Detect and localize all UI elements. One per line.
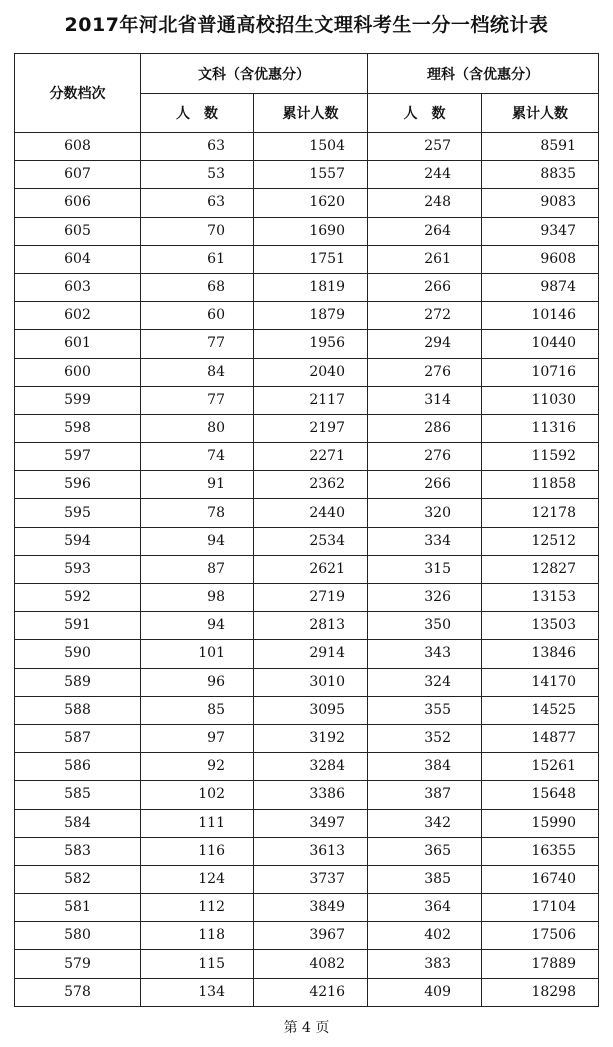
score-cell: 603 bbox=[15, 273, 141, 301]
wen-count-cell: 111 bbox=[141, 809, 254, 837]
li-count-cell: 276 bbox=[368, 358, 482, 386]
li-count-cell: 342 bbox=[368, 809, 482, 837]
score-cell: 582 bbox=[15, 865, 141, 893]
table-row bbox=[15, 133, 599, 161]
table-row bbox=[15, 386, 599, 414]
table-row bbox=[15, 414, 599, 442]
score-cell: 590 bbox=[15, 640, 141, 668]
header-row-top bbox=[15, 54, 599, 94]
wen-count-cell: 102 bbox=[141, 781, 254, 809]
score-cell: 601 bbox=[15, 330, 141, 358]
li-count-cell: 402 bbox=[368, 922, 482, 950]
wen-count-cell: 68 bbox=[141, 273, 254, 301]
table-row bbox=[15, 358, 599, 386]
wen-count-cell: 63 bbox=[141, 133, 254, 161]
wen-cumulative-cell: 3497 bbox=[254, 809, 368, 837]
li-count-cell: 264 bbox=[368, 217, 482, 245]
wen-count-cell: 63 bbox=[141, 189, 254, 217]
wen-cumulative-cell: 3284 bbox=[254, 753, 368, 781]
wen-count-cell: 115 bbox=[141, 950, 254, 978]
table-row bbox=[15, 640, 599, 668]
wen-count-cell: 77 bbox=[141, 330, 254, 358]
table-row bbox=[15, 189, 599, 217]
table-row bbox=[15, 696, 599, 724]
wen-cumulative-cell: 2197 bbox=[254, 414, 368, 442]
wen-count-cell: 97 bbox=[141, 724, 254, 752]
li-count-cell: 326 bbox=[368, 584, 482, 612]
score-cell: 595 bbox=[15, 499, 141, 527]
wen-count-cell: 94 bbox=[141, 527, 254, 555]
score-cell: 588 bbox=[15, 696, 141, 724]
score-cell: 591 bbox=[15, 612, 141, 640]
li-cumulative-cell: 9874 bbox=[482, 273, 599, 301]
li-count-cell: 248 bbox=[368, 189, 482, 217]
wen-cumulative-cell: 2271 bbox=[254, 443, 368, 471]
li-count-cell: 409 bbox=[368, 978, 482, 1006]
li-cumulative-cell: 14170 bbox=[482, 668, 599, 696]
li-cumulative-cell: 13846 bbox=[482, 640, 599, 668]
wen-cumulative-cell: 2621 bbox=[254, 555, 368, 583]
score-cell: 594 bbox=[15, 527, 141, 555]
table-row bbox=[15, 499, 599, 527]
li-cumulative-cell: 9347 bbox=[482, 217, 599, 245]
li-count-cell: 286 bbox=[368, 414, 482, 442]
li-count-cell: 385 bbox=[368, 865, 482, 893]
score-cell: 599 bbox=[15, 386, 141, 414]
score-cell: 596 bbox=[15, 471, 141, 499]
li-count-cell: 320 bbox=[368, 499, 482, 527]
wen-cumulative-cell: 2719 bbox=[254, 584, 368, 612]
li-cumulative-header: 累计人数 bbox=[482, 94, 599, 133]
table-row bbox=[15, 668, 599, 696]
wen-cumulative-cell: 2040 bbox=[254, 358, 368, 386]
li-count-cell: 261 bbox=[368, 245, 482, 273]
li-cumulative-cell: 14525 bbox=[482, 696, 599, 724]
score-cell: 605 bbox=[15, 217, 141, 245]
li-cumulative-cell: 11030 bbox=[482, 386, 599, 414]
li-count-cell: 352 bbox=[368, 724, 482, 752]
wen-count-cell: 118 bbox=[141, 922, 254, 950]
wen-count-cell: 134 bbox=[141, 978, 254, 1006]
li-count-cell: 257 bbox=[368, 133, 482, 161]
wen-cumulative-cell: 3095 bbox=[254, 696, 368, 724]
li-count-cell: 244 bbox=[368, 161, 482, 189]
score-cell: 600 bbox=[15, 358, 141, 386]
wen-count-cell: 53 bbox=[141, 161, 254, 189]
table-row bbox=[15, 865, 599, 893]
wen-count-cell: 116 bbox=[141, 837, 254, 865]
li-cumulative-cell: 9083 bbox=[482, 189, 599, 217]
wen-cumulative-cell: 1620 bbox=[254, 189, 368, 217]
wen-cumulative-header: 累计人数 bbox=[254, 94, 368, 133]
li-count-cell: 276 bbox=[368, 443, 482, 471]
table-row bbox=[15, 302, 599, 330]
li-count-cell: 266 bbox=[368, 471, 482, 499]
wen-cumulative-cell: 3737 bbox=[254, 865, 368, 893]
table-row bbox=[15, 443, 599, 471]
table-row bbox=[15, 555, 599, 583]
wen-cumulative-cell: 3386 bbox=[254, 781, 368, 809]
wen-count-cell: 98 bbox=[141, 584, 254, 612]
li-cumulative-cell: 8591 bbox=[482, 133, 599, 161]
table-row bbox=[15, 809, 599, 837]
wen-cumulative-cell: 2117 bbox=[254, 386, 368, 414]
li-cumulative-cell: 16355 bbox=[482, 837, 599, 865]
wen-count-header: 人 数 bbox=[141, 94, 254, 133]
wen-count-cell: 77 bbox=[141, 386, 254, 414]
score-cell: 607 bbox=[15, 161, 141, 189]
wen-count-cell: 91 bbox=[141, 471, 254, 499]
table-row bbox=[15, 273, 599, 301]
score-cell: 580 bbox=[15, 922, 141, 950]
score-cell: 597 bbox=[15, 443, 141, 471]
li-cumulative-cell: 17104 bbox=[482, 894, 599, 922]
li-count-header: 人 数 bbox=[368, 94, 482, 133]
li-cumulative-cell: 15648 bbox=[482, 781, 599, 809]
score-cell: 593 bbox=[15, 555, 141, 583]
table-row bbox=[15, 245, 599, 273]
table-row bbox=[15, 217, 599, 245]
wen-cumulative-cell: 1819 bbox=[254, 273, 368, 301]
wen-count-cell: 85 bbox=[141, 696, 254, 724]
wen-cumulative-cell: 3967 bbox=[254, 922, 368, 950]
score-cell: 589 bbox=[15, 668, 141, 696]
table-row bbox=[15, 330, 599, 358]
li-cumulative-cell: 18298 bbox=[482, 978, 599, 1006]
li-cumulative-cell: 16740 bbox=[482, 865, 599, 893]
page-title: 2017年河北省普通高校招生文理科考生一分一档统计表 bbox=[64, 14, 549, 36]
wen-cumulative-cell: 2440 bbox=[254, 499, 368, 527]
li-count-cell: 384 bbox=[368, 753, 482, 781]
li-count-cell: 324 bbox=[368, 668, 482, 696]
wen-count-cell: 92 bbox=[141, 753, 254, 781]
li-cumulative-cell: 12512 bbox=[482, 527, 599, 555]
li-cumulative-cell: 12178 bbox=[482, 499, 599, 527]
li-cumulative-cell: 9608 bbox=[482, 245, 599, 273]
li-cumulative-cell: 11858 bbox=[482, 471, 599, 499]
wen-cumulative-cell: 2914 bbox=[254, 640, 368, 668]
table-row bbox=[15, 922, 599, 950]
wen-cumulative-cell: 3613 bbox=[254, 837, 368, 865]
score-cell: 606 bbox=[15, 189, 141, 217]
li-group-header: 理科（含优惠分） bbox=[368, 54, 599, 94]
li-count-cell: 294 bbox=[368, 330, 482, 358]
li-cumulative-cell: 15990 bbox=[482, 809, 599, 837]
wen-count-cell: 96 bbox=[141, 668, 254, 696]
score-cell: 584 bbox=[15, 809, 141, 837]
page-number: 第 4 页 bbox=[283, 1020, 330, 1036]
li-cumulative-cell: 17506 bbox=[482, 922, 599, 950]
wen-count-cell: 74 bbox=[141, 443, 254, 471]
score-cell: 602 bbox=[15, 302, 141, 330]
wen-cumulative-cell: 1504 bbox=[254, 133, 368, 161]
score-cell: 604 bbox=[15, 245, 141, 273]
table-row bbox=[15, 781, 599, 809]
wen-cumulative-cell: 4216 bbox=[254, 978, 368, 1006]
wen-count-cell: 124 bbox=[141, 865, 254, 893]
score-cell: 581 bbox=[15, 894, 141, 922]
wen-cumulative-cell: 1557 bbox=[254, 161, 368, 189]
wen-count-cell: 84 bbox=[141, 358, 254, 386]
score-cell: 586 bbox=[15, 753, 141, 781]
wen-count-cell: 70 bbox=[141, 217, 254, 245]
wen-cumulative-cell: 3192 bbox=[254, 724, 368, 752]
score-cell: 598 bbox=[15, 414, 141, 442]
li-cumulative-cell: 13503 bbox=[482, 612, 599, 640]
wen-count-cell: 94 bbox=[141, 612, 254, 640]
score-cell: 585 bbox=[15, 781, 141, 809]
li-count-cell: 272 bbox=[368, 302, 482, 330]
li-count-cell: 355 bbox=[368, 696, 482, 724]
wen-cumulative-cell: 1879 bbox=[254, 302, 368, 330]
li-cumulative-cell: 17889 bbox=[482, 950, 599, 978]
li-cumulative-cell: 13153 bbox=[482, 584, 599, 612]
table-row bbox=[15, 584, 599, 612]
score-header: 分数档次 bbox=[15, 54, 141, 133]
table-body bbox=[15, 133, 599, 1007]
li-cumulative-cell: 10440 bbox=[482, 330, 599, 358]
wen-count-cell: 101 bbox=[141, 640, 254, 668]
wen-cumulative-cell: 1690 bbox=[254, 217, 368, 245]
wen-cumulative-cell: 2534 bbox=[254, 527, 368, 555]
score-cell: 579 bbox=[15, 950, 141, 978]
table-row bbox=[15, 753, 599, 781]
li-cumulative-cell: 14877 bbox=[482, 724, 599, 752]
table-row bbox=[15, 978, 599, 1006]
table-row bbox=[15, 894, 599, 922]
table-row bbox=[15, 527, 599, 555]
wen-count-cell: 87 bbox=[141, 555, 254, 583]
score-distribution-table bbox=[14, 53, 599, 1007]
li-cumulative-cell: 10146 bbox=[482, 302, 599, 330]
wen-count-cell: 80 bbox=[141, 414, 254, 442]
li-count-cell: 334 bbox=[368, 527, 482, 555]
score-cell: 578 bbox=[15, 978, 141, 1006]
li-count-cell: 314 bbox=[368, 386, 482, 414]
li-cumulative-cell: 12827 bbox=[482, 555, 599, 583]
li-count-cell: 315 bbox=[368, 555, 482, 583]
li-count-cell: 383 bbox=[368, 950, 482, 978]
li-count-cell: 387 bbox=[368, 781, 482, 809]
wen-cumulative-cell: 4082 bbox=[254, 950, 368, 978]
wen-cumulative-cell: 2362 bbox=[254, 471, 368, 499]
table-row bbox=[15, 837, 599, 865]
li-count-cell: 343 bbox=[368, 640, 482, 668]
score-cell: 608 bbox=[15, 133, 141, 161]
li-count-cell: 365 bbox=[368, 837, 482, 865]
table-row bbox=[15, 471, 599, 499]
li-cumulative-cell: 10716 bbox=[482, 358, 599, 386]
li-cumulative-cell: 11592 bbox=[482, 443, 599, 471]
wen-count-cell: 78 bbox=[141, 499, 254, 527]
table-row bbox=[15, 724, 599, 752]
wen-cumulative-cell: 3010 bbox=[254, 668, 368, 696]
li-count-cell: 364 bbox=[368, 894, 482, 922]
wen-cumulative-cell: 1956 bbox=[254, 330, 368, 358]
li-cumulative-cell: 8835 bbox=[482, 161, 599, 189]
wen-count-cell: 112 bbox=[141, 894, 254, 922]
li-cumulative-cell: 15261 bbox=[482, 753, 599, 781]
wen-cumulative-cell: 1751 bbox=[254, 245, 368, 273]
score-cell: 583 bbox=[15, 837, 141, 865]
table-row bbox=[15, 950, 599, 978]
wen-count-cell: 61 bbox=[141, 245, 254, 273]
table-row bbox=[15, 612, 599, 640]
wen-cumulative-cell: 2813 bbox=[254, 612, 368, 640]
li-cumulative-cell: 11316 bbox=[482, 414, 599, 442]
wen-group-header: 文科（含优惠分） bbox=[141, 54, 368, 94]
table-row bbox=[15, 161, 599, 189]
score-cell: 587 bbox=[15, 724, 141, 752]
li-count-cell: 266 bbox=[368, 273, 482, 301]
li-count-cell: 350 bbox=[368, 612, 482, 640]
score-cell: 592 bbox=[15, 584, 141, 612]
wen-count-cell: 60 bbox=[141, 302, 254, 330]
wen-cumulative-cell: 3849 bbox=[254, 894, 368, 922]
